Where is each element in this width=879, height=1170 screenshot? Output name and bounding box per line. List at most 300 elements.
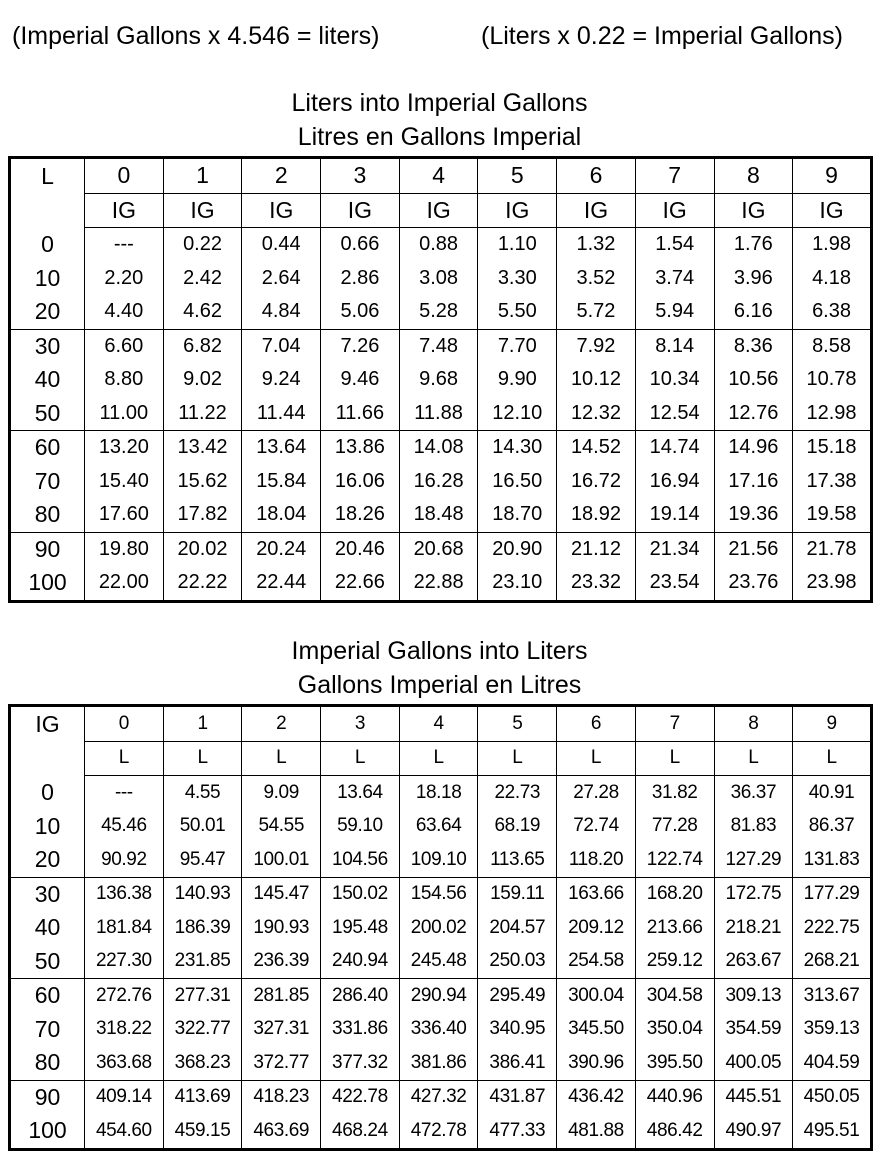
table-row	[10, 776, 872, 810]
value-cell: 213.66	[635, 911, 714, 945]
value-cell: 159.11	[478, 877, 557, 911]
value-cell: 136.38	[85, 877, 164, 911]
value-cell: 22.44	[242, 566, 321, 601]
unit-label: L	[242, 741, 321, 776]
value-cell: 318.22	[85, 1013, 164, 1047]
value-cell: 54.55	[242, 810, 321, 844]
column-header: 8	[714, 158, 793, 194]
column-header: 6	[557, 158, 636, 194]
value-cell: 418.23	[242, 1080, 321, 1114]
value-cell: 468.24	[321, 1114, 400, 1149]
value-cell: 272.76	[85, 979, 164, 1013]
value-cell: 295.49	[478, 979, 557, 1013]
value-cell: 386.41	[478, 1046, 557, 1080]
column-header: 0	[85, 706, 164, 742]
value-cell: 186.39	[163, 911, 242, 945]
value-cell: 154.56	[399, 877, 478, 911]
value-cell: 13.64	[242, 431, 321, 465]
value-cell: 19.80	[85, 532, 164, 566]
value-cell: 12.54	[635, 397, 714, 431]
value-cell: 240.94	[321, 945, 400, 979]
value-cell: 377.32	[321, 1046, 400, 1080]
unit-label: L	[635, 741, 714, 776]
value-cell: 7.26	[321, 329, 400, 363]
table-row	[10, 498, 872, 532]
value-cell: 18.18	[399, 776, 478, 810]
value-cell: 23.54	[635, 566, 714, 601]
unit-label: L	[793, 741, 872, 776]
value-cell: 2.86	[321, 262, 400, 296]
value-cell: 3.52	[557, 262, 636, 296]
value-cell: 15.84	[242, 465, 321, 499]
value-cell: 2.64	[242, 262, 321, 296]
value-cell: 22.22	[163, 566, 242, 601]
value-cell: 5.28	[399, 295, 478, 329]
value-cell: 20.46	[321, 532, 400, 566]
blank-cell	[10, 193, 85, 228]
value-cell: 290.94	[399, 979, 478, 1013]
value-cell: 395.50	[635, 1046, 714, 1080]
value-cell: 231.85	[163, 945, 242, 979]
value-cell: 368.23	[163, 1046, 242, 1080]
row-label: 80	[34, 1049, 61, 1076]
unit-label: IG	[85, 193, 164, 228]
column-header: 1	[163, 158, 242, 194]
value-cell: 3.74	[635, 262, 714, 296]
column-header: 8	[714, 706, 793, 742]
value-cell: 331.86	[321, 1013, 400, 1047]
value-cell: 131.83	[793, 843, 872, 877]
value-cell: 16.28	[399, 465, 478, 499]
value-cell: 177.29	[793, 877, 872, 911]
row-label: 30	[10, 329, 85, 363]
value-cell: 23.76	[714, 566, 793, 601]
unit-row	[10, 741, 872, 776]
row-label: 40	[34, 366, 61, 393]
value-cell: 304.58	[635, 979, 714, 1013]
value-cell: 23.32	[557, 566, 636, 601]
value-cell: 168.20	[635, 877, 714, 911]
value-cell: 1.54	[635, 228, 714, 262]
value-cell: 445.51	[714, 1080, 793, 1114]
table-row	[10, 1114, 872, 1149]
unit-label: L	[399, 741, 478, 776]
value-cell: 127.29	[714, 843, 793, 877]
value-cell: 21.56	[714, 532, 793, 566]
column-header: 1	[163, 706, 242, 742]
value-cell: 490.97	[714, 1114, 793, 1149]
value-cell: 195.48	[321, 911, 400, 945]
table1-title: Liters into Imperial Gallons	[291, 89, 588, 117]
row-label: 60	[10, 979, 85, 1013]
unit-label: IG	[557, 193, 636, 228]
value-cell: 0.22	[163, 228, 242, 262]
value-cell: 22.66	[321, 566, 400, 601]
value-cell: 19.36	[714, 498, 793, 532]
value-cell: 17.16	[714, 465, 793, 499]
formula-liters-to-gallons: (Liters x 0.22 = Imperial Gallons)	[481, 22, 843, 50]
value-cell: 181.84	[85, 911, 164, 945]
table1-subtitle: Litres en Gallons Imperial	[297, 123, 582, 151]
value-cell: 12.76	[714, 397, 793, 431]
value-cell: 12.32	[557, 397, 636, 431]
value-cell: 259.12	[635, 945, 714, 979]
value-cell: 100.01	[242, 843, 321, 877]
value-cell: 122.74	[635, 843, 714, 877]
value-cell: 7.70	[478, 329, 557, 363]
value-cell: 4.62	[163, 295, 242, 329]
value-cell: 345.50	[557, 1013, 636, 1047]
table-row	[10, 363, 872, 397]
value-cell: 354.59	[714, 1013, 793, 1047]
value-cell: 218.21	[714, 911, 793, 945]
value-cell: 13.42	[163, 431, 242, 465]
unit-row	[10, 193, 872, 228]
value-cell: 7.92	[557, 329, 636, 363]
unit-label: IG	[793, 193, 872, 228]
value-cell: 400.05	[714, 1046, 793, 1080]
value-cell: 11.22	[163, 397, 242, 431]
value-cell: 36.37	[714, 776, 793, 810]
value-cell: 23.10	[478, 566, 557, 601]
value-cell: 6.82	[163, 329, 242, 363]
value-cell: 8.14	[635, 329, 714, 363]
value-cell: 4.55	[163, 776, 242, 810]
value-cell: 281.85	[242, 979, 321, 1013]
table-row	[10, 566, 872, 601]
value-cell: 200.02	[399, 911, 478, 945]
value-cell: 422.78	[321, 1080, 400, 1114]
value-cell: 113.65	[478, 843, 557, 877]
unit-label: IG	[478, 193, 557, 228]
value-cell: 481.88	[557, 1114, 636, 1149]
value-cell: 172.75	[714, 877, 793, 911]
value-cell: 13.64	[321, 776, 400, 810]
value-cell: 23.98	[793, 566, 872, 601]
value-cell: 5.06	[321, 295, 400, 329]
table-row	[10, 979, 872, 1013]
value-cell: 350.04	[635, 1013, 714, 1047]
unit-label: IG	[635, 193, 714, 228]
row-label: 60	[10, 431, 85, 465]
row-label: 70	[34, 467, 61, 494]
column-header: 2	[242, 158, 321, 194]
formula-gallons-to-liters: (Imperial Gallons x 4.546 = liters)	[12, 22, 380, 50]
value-cell: 459.15	[163, 1114, 242, 1149]
table-row	[10, 877, 872, 911]
value-cell: 8.58	[793, 329, 872, 363]
row-label: 90	[10, 1080, 85, 1114]
value-cell: 250.03	[478, 945, 557, 979]
value-cell: 436.42	[557, 1080, 636, 1114]
unit-label: IG	[399, 193, 478, 228]
table-row	[10, 532, 872, 566]
value-cell: 450.05	[793, 1080, 872, 1114]
value-cell: 427.32	[399, 1080, 478, 1114]
value-cell: 21.34	[635, 532, 714, 566]
value-cell: 15.18	[793, 431, 872, 465]
value-cell: 15.62	[163, 465, 242, 499]
unit-label: IG	[321, 193, 400, 228]
value-cell: 431.87	[478, 1080, 557, 1114]
value-cell: 327.31	[242, 1013, 321, 1047]
value-cell: 17.82	[163, 498, 242, 532]
liters-to-gallons-table	[8, 156, 873, 603]
value-cell: 14.96	[714, 431, 793, 465]
column-header: 0	[85, 158, 164, 194]
table-row	[10, 1013, 872, 1047]
corner-label: IG	[35, 710, 60, 737]
value-cell: 4.40	[85, 295, 164, 329]
column-header: 4	[399, 158, 478, 194]
table-row	[10, 1080, 872, 1114]
value-cell: 18.48	[399, 498, 478, 532]
value-cell: 145.47	[242, 877, 321, 911]
value-cell: 14.52	[557, 431, 636, 465]
value-cell: 104.56	[321, 843, 400, 877]
unit-label: IG	[163, 193, 242, 228]
value-cell: 381.86	[399, 1046, 478, 1080]
table-row	[10, 945, 872, 979]
value-cell: 6.16	[714, 295, 793, 329]
value-cell: 163.66	[557, 877, 636, 911]
value-cell: 10.34	[635, 363, 714, 397]
value-cell: 404.59	[793, 1046, 872, 1080]
value-cell: ---	[85, 228, 164, 262]
corner-label: L	[41, 162, 54, 189]
column-header: 6	[557, 706, 636, 742]
gallons-to-liters-table	[8, 704, 873, 1151]
value-cell: 19.58	[793, 498, 872, 532]
value-cell: 17.60	[85, 498, 164, 532]
value-cell: 2.42	[163, 262, 242, 296]
value-cell: 16.72	[557, 465, 636, 499]
value-cell: 20.24	[242, 532, 321, 566]
value-cell: 11.66	[321, 397, 400, 431]
value-cell: 45.46	[85, 810, 164, 844]
value-cell: 18.04	[242, 498, 321, 532]
table-row	[10, 228, 872, 262]
value-cell: 11.00	[85, 397, 164, 431]
value-cell: 413.69	[163, 1080, 242, 1114]
value-cell: 16.94	[635, 465, 714, 499]
row-label: 70	[34, 1015, 61, 1042]
row-label: 0	[41, 779, 54, 805]
unit-label: L	[557, 741, 636, 776]
value-cell: 5.72	[557, 295, 636, 329]
value-cell: 81.83	[714, 810, 793, 844]
value-cell: 204.57	[478, 911, 557, 945]
value-cell: 16.50	[478, 465, 557, 499]
value-cell: 486.42	[635, 1114, 714, 1149]
value-cell: 495.51	[793, 1114, 872, 1149]
value-cell: 17.38	[793, 465, 872, 499]
value-cell: 1.10	[478, 228, 557, 262]
column-header: 5	[478, 706, 557, 742]
value-cell: ---	[85, 776, 164, 810]
value-cell: 22.88	[399, 566, 478, 601]
value-cell: 90.92	[85, 843, 164, 877]
value-cell: 50.01	[163, 810, 242, 844]
value-cell: 363.68	[85, 1046, 164, 1080]
value-cell: 6.38	[793, 295, 872, 329]
column-header: 5	[478, 158, 557, 194]
value-cell: 9.24	[242, 363, 321, 397]
unit-label: IG	[714, 193, 793, 228]
header-row	[10, 158, 872, 194]
value-cell: 10.78	[793, 363, 872, 397]
value-cell: 0.44	[242, 228, 321, 262]
row-label: 20	[34, 298, 61, 325]
value-cell: 9.68	[399, 363, 478, 397]
value-cell: 3.96	[714, 262, 793, 296]
value-cell: 322.77	[163, 1013, 242, 1047]
value-cell: 18.70	[478, 498, 557, 532]
unit-label: L	[714, 741, 793, 776]
value-cell: 227.30	[85, 945, 164, 979]
row-label: 100	[28, 1117, 67, 1144]
column-header: 3	[321, 158, 400, 194]
value-cell: 13.20	[85, 431, 164, 465]
value-cell: 16.06	[321, 465, 400, 499]
unit-label: IG	[242, 193, 321, 228]
value-cell: 40.91	[793, 776, 872, 810]
row-label: 10	[34, 812, 61, 839]
value-cell: 19.14	[635, 498, 714, 532]
table-row	[10, 329, 872, 363]
value-cell: 12.10	[478, 397, 557, 431]
value-cell: 150.02	[321, 877, 400, 911]
value-cell: 1.98	[793, 228, 872, 262]
row-label: 50	[34, 399, 61, 426]
table-row	[10, 810, 872, 844]
value-cell: 20.68	[399, 532, 478, 566]
value-cell: 3.30	[478, 262, 557, 296]
value-cell: 236.39	[242, 945, 321, 979]
row-label: 40	[34, 914, 61, 941]
value-cell: 118.20	[557, 843, 636, 877]
value-cell: 6.60	[85, 329, 164, 363]
value-cell: 18.26	[321, 498, 400, 532]
table-row	[10, 843, 872, 877]
value-cell: 209.12	[557, 911, 636, 945]
row-label: 100	[28, 569, 67, 596]
value-cell: 20.02	[163, 532, 242, 566]
value-cell: 77.28	[635, 810, 714, 844]
value-cell: 390.96	[557, 1046, 636, 1080]
value-cell: 27.28	[557, 776, 636, 810]
column-header: 2	[242, 706, 321, 742]
value-cell: 86.37	[793, 810, 872, 844]
value-cell: 22.00	[85, 566, 164, 601]
value-cell: 20.90	[478, 532, 557, 566]
value-cell: 0.66	[321, 228, 400, 262]
value-cell: 10.56	[714, 363, 793, 397]
column-header: 7	[635, 158, 714, 194]
column-header: 4	[399, 706, 478, 742]
value-cell: 59.10	[321, 810, 400, 844]
value-cell: 22.73	[478, 776, 557, 810]
column-header: 3	[321, 706, 400, 742]
value-cell: 463.69	[242, 1114, 321, 1149]
value-cell: 14.74	[635, 431, 714, 465]
value-cell: 8.80	[85, 363, 164, 397]
value-cell: 372.77	[242, 1046, 321, 1080]
table-row	[10, 465, 872, 499]
table2-subtitle: Gallons Imperial en Litres	[297, 671, 582, 699]
value-cell: 9.02	[163, 363, 242, 397]
value-cell: 313.67	[793, 979, 872, 1013]
table-row	[10, 262, 872, 296]
unit-label: L	[163, 741, 242, 776]
row-label: 20	[34, 846, 61, 873]
value-cell: 277.31	[163, 979, 242, 1013]
value-cell: 440.96	[635, 1080, 714, 1114]
value-cell: 9.09	[242, 776, 321, 810]
value-cell: 11.88	[399, 397, 478, 431]
value-cell: 10.12	[557, 363, 636, 397]
table-row	[10, 911, 872, 945]
value-cell: 14.30	[478, 431, 557, 465]
value-cell: 18.92	[557, 498, 636, 532]
value-cell: 11.44	[242, 397, 321, 431]
value-cell: 7.48	[399, 329, 478, 363]
value-cell: 21.78	[793, 532, 872, 566]
row-label: 90	[10, 532, 85, 566]
value-cell: 72.74	[557, 810, 636, 844]
value-cell: 3.08	[399, 262, 478, 296]
value-cell: 477.33	[478, 1114, 557, 1149]
table-row	[10, 295, 872, 329]
value-cell: 309.13	[714, 979, 793, 1013]
unit-label: L	[321, 741, 400, 776]
value-cell: 336.40	[399, 1013, 478, 1047]
value-cell: 95.47	[163, 843, 242, 877]
value-cell: 268.21	[793, 945, 872, 979]
column-header: 7	[635, 706, 714, 742]
value-cell: 9.90	[478, 363, 557, 397]
unit-label: L	[478, 741, 557, 776]
value-cell: 4.18	[793, 262, 872, 296]
value-cell: 15.40	[85, 465, 164, 499]
table-row	[10, 397, 872, 431]
value-cell: 254.58	[557, 945, 636, 979]
value-cell: 245.48	[399, 945, 478, 979]
header-row	[10, 706, 872, 742]
value-cell: 300.04	[557, 979, 636, 1013]
value-cell: 409.14	[85, 1080, 164, 1114]
value-cell: 13.86	[321, 431, 400, 465]
value-cell: 109.10	[399, 843, 478, 877]
row-label: 30	[10, 877, 85, 911]
column-header: 9	[793, 158, 872, 194]
table-row	[10, 431, 872, 465]
value-cell: 8.36	[714, 329, 793, 363]
table2-title: Imperial Gallons into Liters	[291, 637, 588, 665]
value-cell: 14.08	[399, 431, 478, 465]
value-cell: 5.50	[478, 295, 557, 329]
value-cell: 190.93	[242, 911, 321, 945]
value-cell: 2.20	[85, 262, 164, 296]
unit-label: L	[85, 741, 164, 776]
row-label: 10	[34, 264, 61, 291]
value-cell: 12.98	[793, 397, 872, 431]
value-cell: 0.88	[399, 228, 478, 262]
value-cell: 5.94	[635, 295, 714, 329]
value-cell: 9.46	[321, 363, 400, 397]
value-cell: 21.12	[557, 532, 636, 566]
table-row	[10, 1046, 872, 1080]
